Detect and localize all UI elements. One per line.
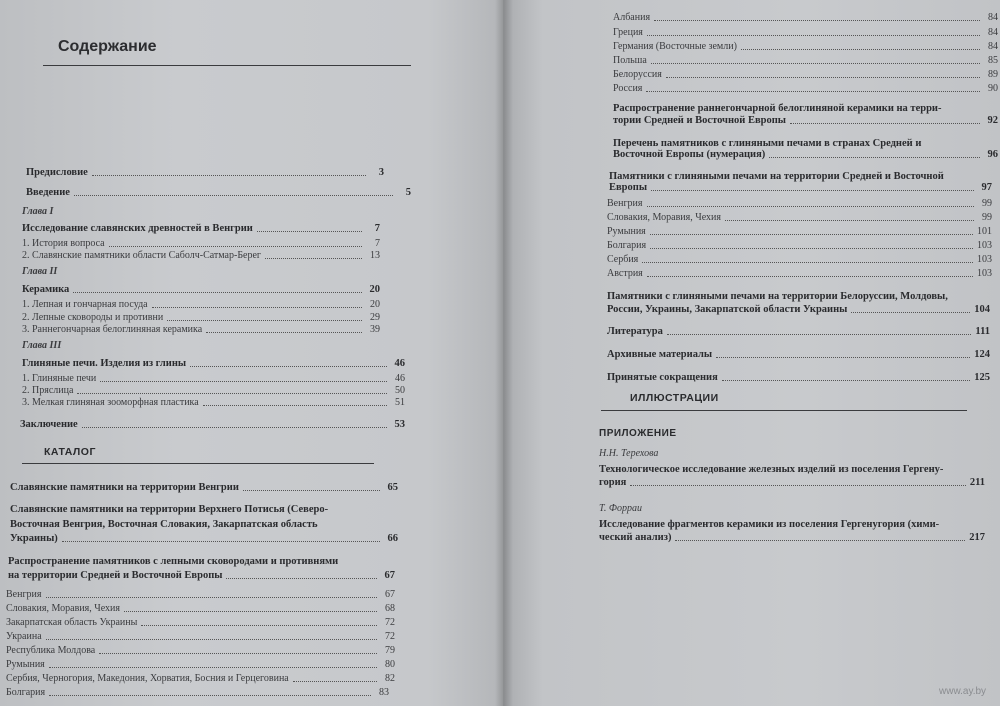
- country-entry: Румыния 101: [607, 226, 992, 237]
- illustrations-rule: [601, 410, 967, 411]
- toc-entry-line: Памятники с глиняными печами на территории Средней и Восточной: [609, 171, 944, 182]
- author-name: Т. Форраи: [599, 503, 642, 514]
- catalog-subentry: Сербия, Черногория, Македония, Хорватия, Босния и Герцеговина 82: [6, 673, 395, 684]
- author-name: Н.Н. Терехова: [599, 448, 659, 459]
- chapter-label-1: Глава I: [22, 206, 54, 217]
- catalog-entry-line: Восточная Венгрия, Восточная Словакия, Закарпатская область: [10, 519, 318, 530]
- chapter-label-2: Глава II: [22, 266, 58, 277]
- catalog-subentry: Словакия, Моравия, Чехия 68: [6, 603, 395, 614]
- toc-subentry: 3. Мелкая глиняная зооморфная пластика 51: [22, 397, 405, 408]
- book-gutter: [495, 0, 513, 706]
- country-entry: Германия (Восточные земли) 84: [613, 41, 998, 52]
- catalog-subentry: Румыния 80: [6, 659, 395, 670]
- country-entry: Словакия, Моравия, Чехия 99: [607, 212, 992, 223]
- toc-subentry: 1. История вопроса 7: [22, 238, 380, 249]
- catalog-entry: Славянские памятники на территории Венгрии 65: [10, 482, 398, 493]
- toc-subentry: 1. Глиняные печи 46: [22, 373, 405, 384]
- toc-entry-line: Перечень памятников с глиняными печами в странах Средней и: [613, 138, 922, 149]
- appendix-entry-line: Исследование фрагментов керамики из поселения Гергенугория (хими-: [599, 519, 940, 530]
- toc-entry: Европы 97: [609, 182, 992, 193]
- catalog-entry-line: Славянские памятники на территории Верхнего Потисья (Северо-: [10, 504, 329, 515]
- catalog-entry-line: Распространение памятников с лепными сковородами и противнями: [8, 556, 339, 567]
- appendix-entry-line: Технологическое исследование железных изделий из поселения Гергену-: [599, 464, 944, 475]
- appendix-entry: гория 211: [599, 477, 985, 488]
- catalog-entry: Украины) 66: [10, 533, 398, 544]
- catalog-subentry: Республика Молдова 79: [6, 645, 395, 656]
- toc-entry: тории Средней и Восточной Европы 92: [613, 115, 998, 126]
- watermark: www.ay.by: [939, 686, 987, 697]
- title-rule: [43, 65, 411, 66]
- appendix-heading: ПРИЛОЖЕНИЕ: [599, 428, 677, 439]
- catalog-subentry: Украина 72: [6, 631, 395, 642]
- toc-subentry: 1. Лепная и гончарная посуда 20: [22, 299, 380, 310]
- country-entry: Сербия 103: [607, 254, 992, 265]
- toc-entry-archives: Архивные материалы 124: [607, 349, 990, 360]
- toc-entry-ch1: Исследование славянских древностей в Венгрии 7: [22, 223, 380, 234]
- toc-subentry: 2. Славянские памятники области Саболч-Сатмар-Берег 13: [22, 250, 380, 261]
- toc-entry: России, Украины, Закарпатской области Украины 104: [607, 304, 990, 315]
- toc-entry-ch2: Керамика 20: [22, 284, 380, 295]
- country-entry: Австрия 103: [607, 268, 992, 279]
- toc-entry-preface: Предисловие 3: [26, 167, 384, 178]
- catalog-subentry: Закарпатская область Украины 72: [6, 617, 395, 628]
- toc-entry-line: Памятники с глиняными печами на территории Белоруссии, Молдовы,: [607, 291, 948, 302]
- toc-subentry: 2. Лепные сковороды и противни 29: [22, 312, 380, 323]
- country-entry: Россия 90: [613, 83, 998, 94]
- right-page: [503, 0, 1000, 706]
- catalog-rule: [22, 463, 374, 464]
- toc-entry-conclusion: Заключение 53: [20, 419, 405, 430]
- illustrations-heading: ИЛЛЮСТРАЦИИ: [630, 392, 719, 404]
- toc-entry-literature: Литература 111: [607, 326, 990, 337]
- country-entry: Венгрия 99: [607, 198, 992, 209]
- toc-entry-introduction: Введение 5: [26, 187, 411, 198]
- catalog-heading: КАТАЛОГ: [44, 446, 96, 458]
- page-title: Содержание: [58, 38, 157, 55]
- country-entry: Польша 85: [613, 55, 998, 66]
- country-entry: Греция 84: [613, 27, 998, 38]
- toc-subentry: 2. Пряслица 50: [22, 385, 405, 396]
- toc-entry-abbreviations: Принятые сокращения 125: [607, 372, 990, 383]
- toc-entry: Восточной Европы (нумерация) 96: [613, 149, 998, 160]
- country-entry: Албания 84: [613, 12, 998, 23]
- country-entry: Болгария 103: [607, 240, 992, 251]
- toc-subentry: 3. Раннегончарная белоглиняная керамика 39: [22, 324, 380, 335]
- chapter-label-3: Глава III: [22, 340, 62, 351]
- toc-entry-ch3: Глиняные печи. Изделия из глины 46: [22, 358, 405, 369]
- toc-entry-line: Распространение раннегончарной белоглиняной керамики на терри-: [613, 103, 942, 114]
- catalog-subentry: Болгария 83: [6, 687, 389, 698]
- catalog-subentry: Венгрия 67: [6, 589, 395, 600]
- country-entry: Белоруссия 89: [613, 69, 998, 80]
- appendix-entry: ческий анализ) 217: [599, 532, 985, 543]
- catalog-entry: на территории Средней и Восточной Европы 67: [8, 570, 395, 581]
